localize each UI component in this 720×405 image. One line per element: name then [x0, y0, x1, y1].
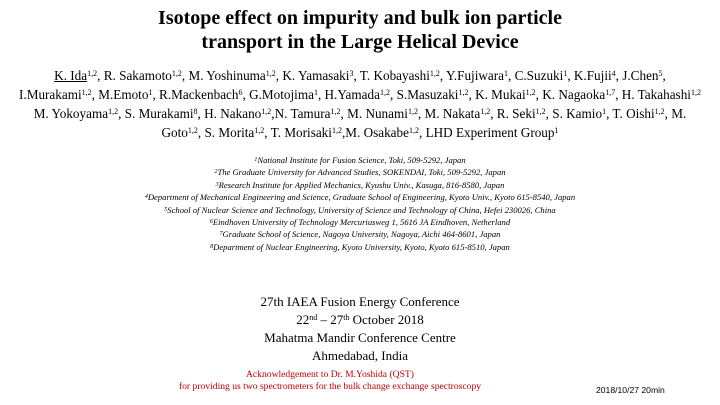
affiliation-text: Graduate School of Science, Nagoya University, Nagoya, Aichi 464-8601, Japan — [222, 229, 501, 240]
author-affiliation-mark: 1 — [503, 69, 508, 78]
author-name: T. Kobayashi — [359, 68, 430, 83]
conference-date-end-suffix: th — [343, 313, 350, 322]
author — [345, 125, 419, 140]
author-affiliation-mark: 8 — [193, 107, 198, 116]
conference-month-year: October 2018 — [349, 312, 424, 327]
affiliation-number: 6 — [209, 219, 213, 226]
author-affiliation-mark: 1 — [563, 69, 568, 78]
author — [360, 68, 440, 83]
author-affiliation-mark: 1 — [554, 126, 559, 135]
author-name: T. Morisaki — [270, 125, 332, 140]
author-affiliation-mark: 1,2 — [171, 69, 182, 78]
author — [515, 68, 568, 83]
affiliation-number: 4 — [144, 194, 148, 201]
author-name: H. Takahashi — [621, 87, 691, 102]
author-name: M. Yokoyama — [33, 106, 109, 121]
author-affiliation-mark: 1,2 — [458, 88, 469, 97]
author-name: C.Suzuki — [514, 68, 564, 83]
author-affiliation-mark: 1,2 — [81, 88, 92, 97]
author-affiliation-mark: 1,2 — [87, 69, 98, 78]
affiliation-item — [60, 191, 660, 203]
author — [347, 106, 418, 121]
author — [275, 106, 341, 121]
acknowledgement — [120, 369, 540, 393]
affiliation-text: Eindhoven University of Technology Mercuriusweg 1, 5616 JA Eindhoven, Netherland — [212, 217, 511, 228]
author — [622, 68, 662, 83]
author — [425, 106, 491, 121]
affiliation-number: 1 — [254, 157, 258, 163]
author — [622, 87, 701, 102]
conference-date-end: – 27 — [317, 312, 344, 327]
affiliation-number: 3 — [215, 181, 219, 188]
affiliation-text: School of Nuclear Science and Technology, University of Science and Technology of China, Hefei 230026, China — [167, 204, 556, 215]
author-affiliation-mark: 1,2 — [535, 107, 546, 116]
author — [325, 87, 390, 102]
author — [574, 68, 616, 83]
conference-date-start: 22 — [296, 312, 310, 327]
author-name: M. Goto — [161, 106, 687, 140]
author-affiliation-mark: 1,2 — [330, 107, 341, 116]
author-affiliation-mark: 1,2 — [480, 107, 491, 116]
affiliation-item — [60, 204, 660, 216]
author — [204, 125, 264, 140]
author — [188, 68, 275, 83]
author-name: K. Mukai — [475, 87, 526, 102]
conference-date-start-suffix: nd — [309, 313, 318, 322]
author-name: I.Murakami — [19, 87, 82, 102]
author — [612, 106, 664, 121]
author-name: N. Tamura — [274, 106, 331, 121]
affiliation-text: The Graduate University for Advanced Studies, SOKENDAI, Toki, 509-5292, Japan — [217, 167, 506, 178]
affiliation-text: Department of Mechanical Engineering and Science, Graduate School of Engineering, Kyoto Univ., Kyoto 615-8540, Japan — [147, 192, 576, 203]
author-affiliation-mark: 1,2 — [261, 107, 272, 116]
author-name: LHD Experiment Group — [425, 125, 555, 140]
author-name: K. Ida — [54, 68, 88, 83]
author — [397, 87, 469, 102]
author — [54, 68, 97, 83]
affiliation-number: 8 — [210, 243, 214, 250]
affiliation-text: Research Institute for Applied Mechanics, Kyushu Univ., Kasuga, 816-8580, Japan — [218, 179, 505, 190]
conference-dates — [160, 311, 560, 329]
title-line-2: transport in the Large Helical Device — [201, 31, 519, 53]
affiliation-item — [60, 216, 660, 228]
author — [125, 106, 198, 121]
author-name: R. Sakamoto — [103, 68, 172, 83]
author-affiliation-mark: 1,2 — [108, 107, 119, 116]
author-name: S. Morita — [204, 125, 255, 140]
author-affiliation-mark: 1,7 — [605, 88, 616, 97]
slide-title — [60, 6, 660, 54]
author-affiliation-mark: 1,2 — [408, 126, 419, 135]
affiliation-number: 5 — [164, 206, 168, 213]
affiliation-text: National Institute for Fusion Science, Toki, 509-5292, Japan — [257, 155, 466, 165]
affiliation-item — [60, 154, 660, 166]
author — [271, 125, 342, 140]
author-name: K.Fujii — [573, 68, 612, 83]
conference-info — [160, 293, 560, 365]
author — [475, 87, 536, 102]
acknowledgement-line-1: Acknowledgement to Dr. M.Yoshida (QST) — [246, 369, 414, 380]
affiliation-text: Department of Nuclear Engineering, Kyoto University, Kyoto, Kyoto 615-8510, Japan — [213, 241, 510, 252]
author-name: M. Nakata — [424, 106, 481, 121]
author — [159, 87, 242, 102]
author-affiliation-mark: 1 — [602, 107, 607, 116]
affiliation-number: 7 — [219, 231, 223, 238]
author-affiliation-mark: 5 — [658, 69, 663, 78]
author-affiliation-mark: 1 — [148, 88, 153, 97]
author-name: Y.Fujiwara — [445, 68, 504, 83]
author-affiliation-mark: 1,2 — [407, 107, 418, 116]
presentation-date: 2018/10/27 — [596, 385, 640, 395]
author — [446, 68, 508, 83]
author-affiliation-mark: 1,2 — [331, 126, 342, 135]
author-name: M. Nunami — [347, 106, 408, 121]
conference-venue: Mahatma Mandir Conference Centre — [264, 330, 456, 345]
author-affiliation-mark: 6 — [238, 88, 243, 97]
author — [542, 87, 615, 102]
author-name: K. Yamasaki — [282, 68, 350, 83]
author-name: J.Chen — [622, 68, 659, 83]
author — [34, 106, 118, 121]
author — [98, 87, 152, 102]
affiliation-item — [60, 241, 660, 253]
author-name: H.Yamada — [324, 87, 380, 102]
author-name: M. Yoshinuma — [188, 68, 266, 83]
conference-city: Ahmedabad, India — [311, 348, 409, 363]
author — [552, 106, 606, 121]
author-affiliation-mark: 1,2 — [525, 88, 536, 97]
author-name: S. Murakami — [124, 106, 194, 121]
affiliation-item — [60, 228, 660, 240]
author-affiliation-mark: 1,2 — [379, 88, 390, 97]
author-affiliation-mark: 1,2 — [429, 69, 440, 78]
affiliation-item — [60, 179, 660, 191]
author — [426, 125, 559, 140]
author-name: R.Mackenbach — [159, 87, 239, 102]
author — [282, 68, 353, 83]
author-affiliation-mark: 3 — [349, 69, 354, 78]
author-name: R. Seki — [496, 106, 536, 121]
author-affiliation-mark: 1,2 — [265, 69, 276, 78]
author — [19, 87, 92, 102]
author-name: S.Masuzaki — [396, 87, 459, 102]
author-affiliation-mark: 1 — [313, 88, 318, 97]
author-affiliation-mark: 1,2 — [690, 88, 701, 97]
acknowledgement-line-2: for providing us two spectrometers for the bulk change exchange spectroscopy — [178, 381, 482, 392]
affiliation-list — [60, 154, 660, 253]
author-name: S. Kamio — [552, 106, 603, 121]
presentation-duration: 20min — [641, 385, 665, 395]
author-name: T. Oishi — [612, 106, 655, 121]
author-affiliation-mark: 4 — [611, 69, 616, 78]
author-name: K. Nagaoka — [542, 87, 606, 102]
author-name: M. Osakabe — [345, 125, 409, 140]
author — [249, 87, 318, 102]
author — [104, 68, 182, 83]
author-affiliation-mark: 1,2 — [187, 126, 198, 135]
slide-footer — [596, 385, 714, 395]
title-line-1: Isotope effect on impurity and bulk ion particle — [158, 7, 562, 29]
author-list: K. Ida$^{1,2}$, R. Sakamoto$^{1,2}$, M. Yoshinuma$^{1,2}$, K. Yamasaki$^3$, T. Kobayashi$^{1,2}$, Y.Fujiwara$^1$, C.Suzuki$^1$, K.Fujii$^4$, J.Chen$^5$, I.Murakami$^{1,2}$, M.Emoto$^1$, R.Mackenbach$^6$, G.Motojima$^1$, H.Yamada$^{1,2}$, S.Masuzaki$^{1,2}$, K. Mukai$^{1,2}$, K. Nagaoka$^{1,7}$, H. Takahashi$^{1,2}$ M. Yokoyama$^{1,2}$, S. Murakami$^8$, H. Nakano$^{1,2}$,N. Tamura$^{1,2}$, M. Nunami$^{1,2}$, M. Nakata$^{1,2}$, R. Seki$^{1,2}$, S. Kamio$^1$, T. Oishi$^{1,2}$, M. Goto$^{1,2}$, S. Morita$^{1,2}$, T. Morisaki$^{1,2}$,M. Osakabe$^{1,2}$, LHD Experiment Group$^1$ — [19, 68, 701, 140]
author — [204, 106, 271, 121]
affiliation-number: 2 — [214, 169, 218, 176]
author-name: H. Nakano — [204, 106, 262, 121]
author — [497, 106, 546, 121]
author-affiliation-mark: 1,2 — [254, 126, 265, 135]
conference-name: 27th IAEA Fusion Energy Conference — [260, 294, 460, 309]
author-name: G.Motojima — [249, 87, 314, 102]
author-affiliation-mark: 1,2 — [654, 107, 665, 116]
affiliation-item — [60, 166, 660, 178]
author-name: M.Emoto — [98, 87, 149, 102]
